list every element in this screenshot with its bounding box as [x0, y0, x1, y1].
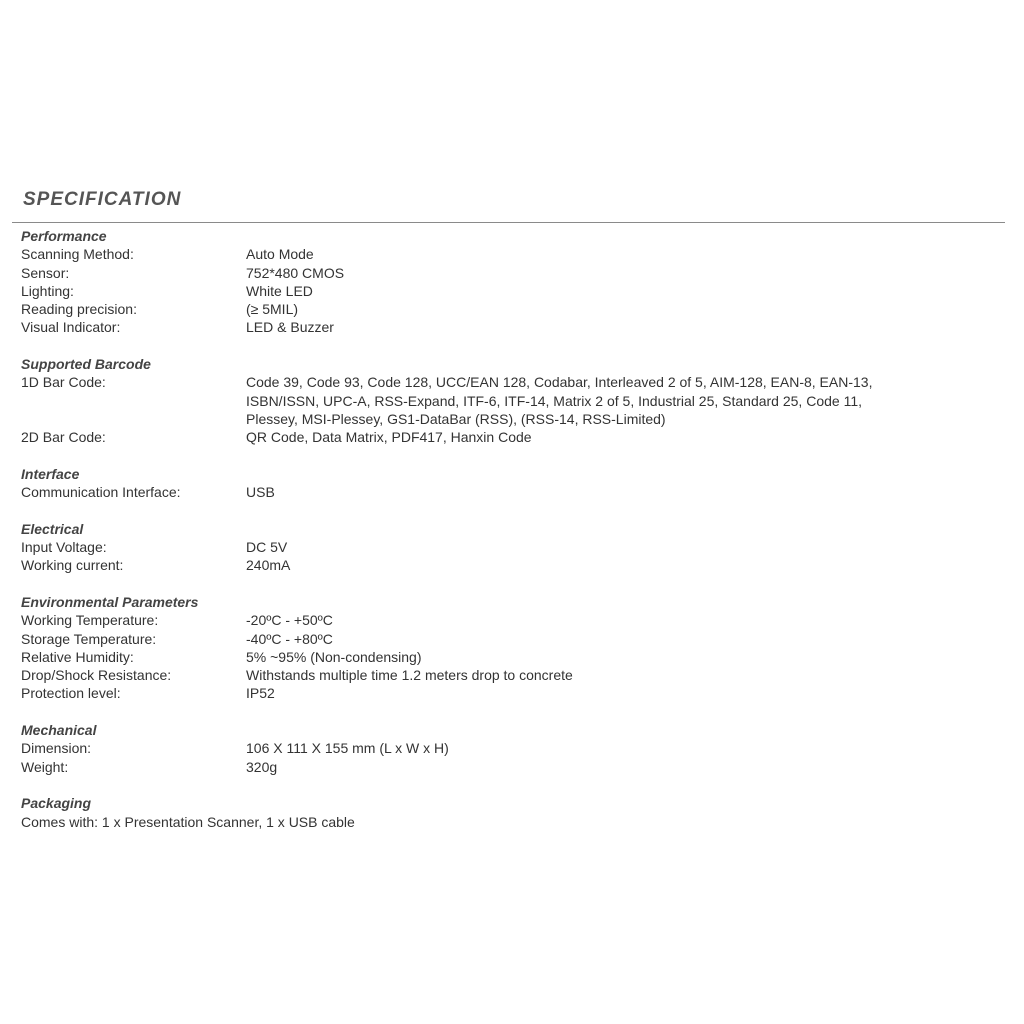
spec-value: White LED	[246, 282, 313, 299]
spec-label: Visual Indicator:	[21, 319, 121, 336]
spec-value	[246, 373, 1001, 428]
section-heading: Performance	[21, 228, 107, 244]
section-heading: Supported Barcode	[21, 356, 151, 373]
spec-label: Dimension:	[21, 740, 92, 757]
spec-label: Relative Humidity:	[21, 648, 134, 665]
spec-value: 240mA	[246, 557, 291, 574]
spec-label: Lighting:	[21, 282, 74, 299]
section-heading: Interface	[21, 465, 80, 482]
section-heading: Environmental Parameters	[21, 593, 199, 610]
spec-value: 752*480 CMOS	[246, 264, 345, 281]
section-supported-barcode	[21, 355, 1001, 446]
spec-value: Withstands multiple time 1.2 meters drop to concrete	[246, 667, 573, 684]
spec-label: Sensor:	[21, 264, 70, 281]
spec-value: (≥ 5MIL)	[246, 301, 299, 318]
section-heading: Packaging	[21, 795, 92, 812]
spec-label: Storage Temperature:	[21, 630, 157, 647]
spec-label: Protection level:	[21, 685, 121, 702]
section-performance	[21, 227, 1001, 337]
spec-label: 2D Bar Code:	[21, 429, 106, 446]
spec-row-weight	[21, 758, 1001, 776]
spec-value: 5% ~95% (Non-condensing)	[246, 648, 422, 665]
spec-label: Working current:	[21, 557, 124, 574]
section-interface	[21, 465, 1001, 502]
spec-value: Auto Mode	[246, 246, 314, 263]
spec-value-line: ISBN/ISSN, UPC-A, RSS-Expand, ITF-6, ITF-14, Matrix 2 of 5, Industrial 25, Standard 25, Code 11,	[246, 392, 862, 409]
spec-row-communication-interface	[21, 483, 1001, 501]
spec-value: IP52	[246, 685, 275, 702]
spec-row-working-current	[21, 556, 1001, 574]
packaging-contents: Comes with: 1 x Presentation Scanner, 1 x USB cable	[21, 813, 355, 830]
spec-row-visual-indicator	[21, 318, 1001, 336]
spec-row-working-temperature	[21, 611, 1001, 629]
section-packaging	[21, 794, 1001, 831]
page-title: SPECIFICATION	[23, 189, 182, 210]
spec-row-sensor	[21, 264, 1001, 282]
spec-value: LED & Buzzer	[246, 319, 334, 336]
spec-value: 320g	[246, 758, 278, 775]
spec-value-line: Plessey, MSI-Plessey, GS1-DataBar (RSS), (RSS-14, RSS-Limited)	[246, 410, 666, 427]
spec-value-line: Code 39, Code 93, Code 128, UCC/EAN 128, Codabar, Interleaved 2 of 5, AIM-128, EAN-8, EAN-13,	[246, 374, 873, 391]
spec-label: 1D Bar Code:	[21, 374, 106, 391]
spec-row-storage-temperature	[21, 630, 1001, 648]
spec-row-1d-bar-code	[21, 373, 1001, 428]
section-heading: Electrical	[21, 520, 84, 537]
spec-row-dimension	[21, 739, 1001, 757]
spec-label: Drop/Shock Resistance:	[21, 667, 172, 684]
spec-row-input-voltage	[21, 538, 1001, 556]
spec-value: USB	[246, 484, 275, 501]
spec-value: DC 5V	[246, 539, 288, 556]
spec-label: Communication Interface:	[21, 484, 181, 501]
spec-row-protection-level	[21, 684, 1001, 702]
spec-row-reading-precision	[21, 300, 1001, 318]
spec-label: Working Temperature:	[21, 612, 159, 629]
section-electrical	[21, 520, 1001, 575]
section-heading: Mechanical	[21, 722, 97, 739]
title-divider	[12, 222, 1005, 223]
section-mechanical	[21, 721, 1001, 776]
spec-label: Reading precision:	[21, 301, 137, 318]
spec-row-scanning-method	[21, 245, 1001, 263]
spec-value: QR Code, Data Matrix, PDF417, Hanxin Code	[246, 429, 532, 446]
spec-row-relative-humidity	[21, 648, 1001, 666]
spec-value: 106 X 111 X 155 mm (L x W x H)	[246, 740, 449, 757]
spec-value: -20ºC - +50ºC	[246, 612, 333, 629]
spec-sheet	[21, 227, 1001, 849]
spec-row-drop-shock-resistance	[21, 666, 1001, 684]
spec-label: Input Voltage:	[21, 539, 107, 556]
spec-label: Scanning Method:	[21, 246, 134, 263]
spec-row-2d-bar-code	[21, 428, 1001, 446]
spec-value: -40ºC - +80ºC	[246, 630, 333, 647]
spec-label: Weight:	[21, 758, 69, 775]
spec-row-lighting	[21, 282, 1001, 300]
section-environmental	[21, 593, 1001, 703]
